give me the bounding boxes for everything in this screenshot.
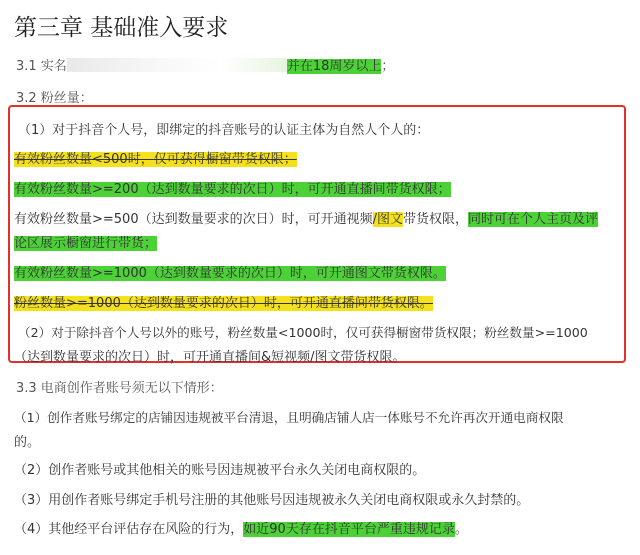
age-requirement-highlight: 并在18周岁以上 <box>286 59 382 74</box>
section-3-1-suffix: ； <box>381 59 395 74</box>
item-2: （2）创作者账号或其他相关的账号因违规被平台永久关闭电商权限的。 <box>14 463 426 478</box>
item-4-end: 。 <box>454 522 468 537</box>
chapter-title: 第三章 基础准入要求 <box>14 15 229 41</box>
redacted-blur <box>67 58 287 72</box>
box-line-7 <box>14 292 433 311</box>
item-4-text: （4）其他经平台评估存在风险的行为， <box>14 522 244 537</box>
box-line-1: （1）对于抖音个人号，即绑定的抖音账号的认证主体为自然人个人的： <box>18 123 430 138</box>
strike-yellow-1000: 粉丝数量>=1000（达到数量要求的次日）时，可开通直播间带货权限。 <box>14 296 433 311</box>
green-200: 有效粉丝数量>=200（达到数量要求的次日）时，可开通直播间带货权限； <box>14 182 451 197</box>
item-4 <box>14 518 468 537</box>
item-3: （3）用创作者账号绑定手机号注册的其他账号因违规被永久关闭电商权限或永久封禁的。 <box>14 493 530 508</box>
image-text-highlight: /图文 <box>372 212 403 227</box>
section-3-1-prefix: 3.1 实名 <box>16 59 67 74</box>
box-line-2 <box>14 148 297 167</box>
box-line-6 <box>14 262 446 281</box>
item-1-line-1: （1）创作者账号绑定的店铺因违规被平台清退，且明确店铺人店一体账号不允许再次开通电商权限 <box>14 410 564 425</box>
strike-yellow-500: 有效粉丝数量<500时，仅可获得橱窗带货权限； <box>14 152 297 167</box>
box-line-5 <box>14 232 157 251</box>
box-line-3 <box>14 178 451 197</box>
green-1000: 有效粉丝数量>=1000（达到数量要求的次日）时，可开通图文带货权限。 <box>14 266 446 281</box>
box-line-4 <box>14 208 598 227</box>
text-500: 有效粉丝数量>=500（达到数量要求的次日）时，可开通视频 <box>14 212 373 227</box>
green-90-days: 如近90天存在抖音平台严重违规记录 <box>243 522 455 537</box>
green-comment: 论区展示橱窗进行带货； <box>14 236 158 251</box>
green-homepage: 同时可在个人主页及评 <box>468 212 599 227</box>
box-line-9: （达到数量要求的次日）时，可开通直播间&短视频/图文带货权限。 <box>14 350 406 365</box>
section-3-1 <box>16 55 394 74</box>
text-permission: 带货权限， <box>403 212 469 227</box>
section-3-3-label: 3.3 电商创作者账号须无以下情形： <box>16 381 223 396</box>
box-line-8: （2）对于除抖音个人号以外的账号，粉丝数量<1000时，仅可获得橱窗带货权限；粉丝数量>=1000 <box>18 325 588 340</box>
item-1-line-2: 的。 <box>14 435 41 450</box>
section-3-2-label: 3.2 粉丝量： <box>16 91 93 106</box>
